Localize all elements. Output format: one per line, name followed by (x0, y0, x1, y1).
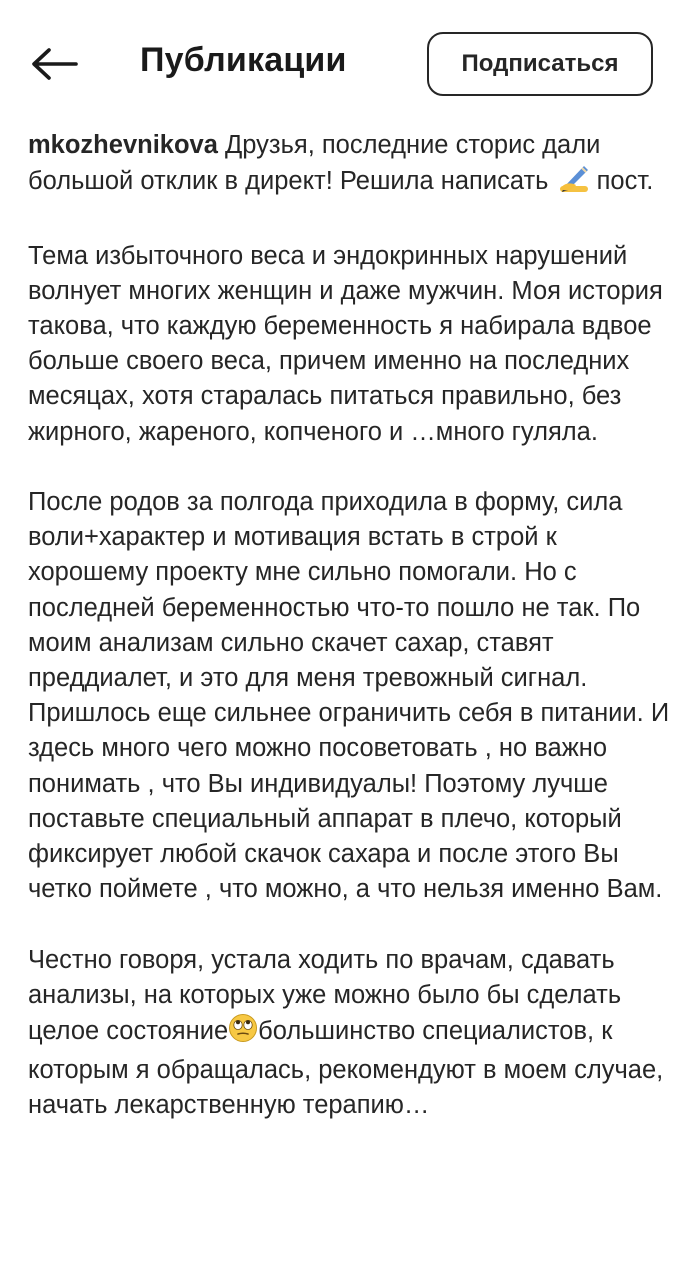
caption-text-1: Друзья, последние сторис дали большой отклик в директ! Решила написать (28, 131, 601, 196)
caption-paragraph-3: После родов за полгода приходила в форму, сила воли+характер и мотивация встать в строй к хорошему проекту мне сильно помогали. Но с последней беременностью что-то пошло не так. По моим анализам сильно скачет сахар, ставят преддиалет, и это для меня тревожный сигнал. Пришлось еще сильнее ограничить себя в питании. И здесь много чего можно посоветовать , но важно понимать , что Вы индивидуалы! Поэтому лучше поставьте специальный аппарат в плечо, который фиксирует любой скачок сахара и после этого Вы четко поймете , что можно, а что нельзя именно Вам. (28, 488, 670, 904)
caption-paragraph-2: Тема избыточного веса и эндокринных нарушений волнует многих женщин и даже мужчин. Моя история такова, что каждую беременность я набирала вдвое больше своего веса, причем именно на последних месяцах, хотя старалась питаться правильно, без жирного, жареного, копченого и …много гуляла. (28, 241, 663, 446)
caption-text-1-end: пост. (589, 167, 654, 196)
writing-hand-emoji-icon (556, 163, 590, 203)
back-button[interactable] (22, 36, 86, 92)
subscribe-button[interactable]: Подписаться (427, 32, 653, 96)
caption-paragraph-1 (28, 128, 672, 203)
caption-text-4-start: Честно говоря, устала ходить по врачам, сдавать анализы, на которых уже можно было бы сделать целое состояние (28, 945, 622, 1046)
post-caption (28, 128, 672, 1159)
arrow-left-icon (30, 47, 78, 81)
username-link[interactable]: mkozhevnikova (28, 131, 218, 159)
page-title: Публикации (140, 41, 347, 79)
top-bar (0, 0, 694, 128)
caption-text-4-end: большинство специалистов, к которым я обращалась, рекомендуют в моем случае, начать лекарственную терапию… (28, 1017, 664, 1120)
eye-roll-emoji-icon (228, 1013, 258, 1053)
caption-paragraph-4 (28, 943, 672, 1124)
